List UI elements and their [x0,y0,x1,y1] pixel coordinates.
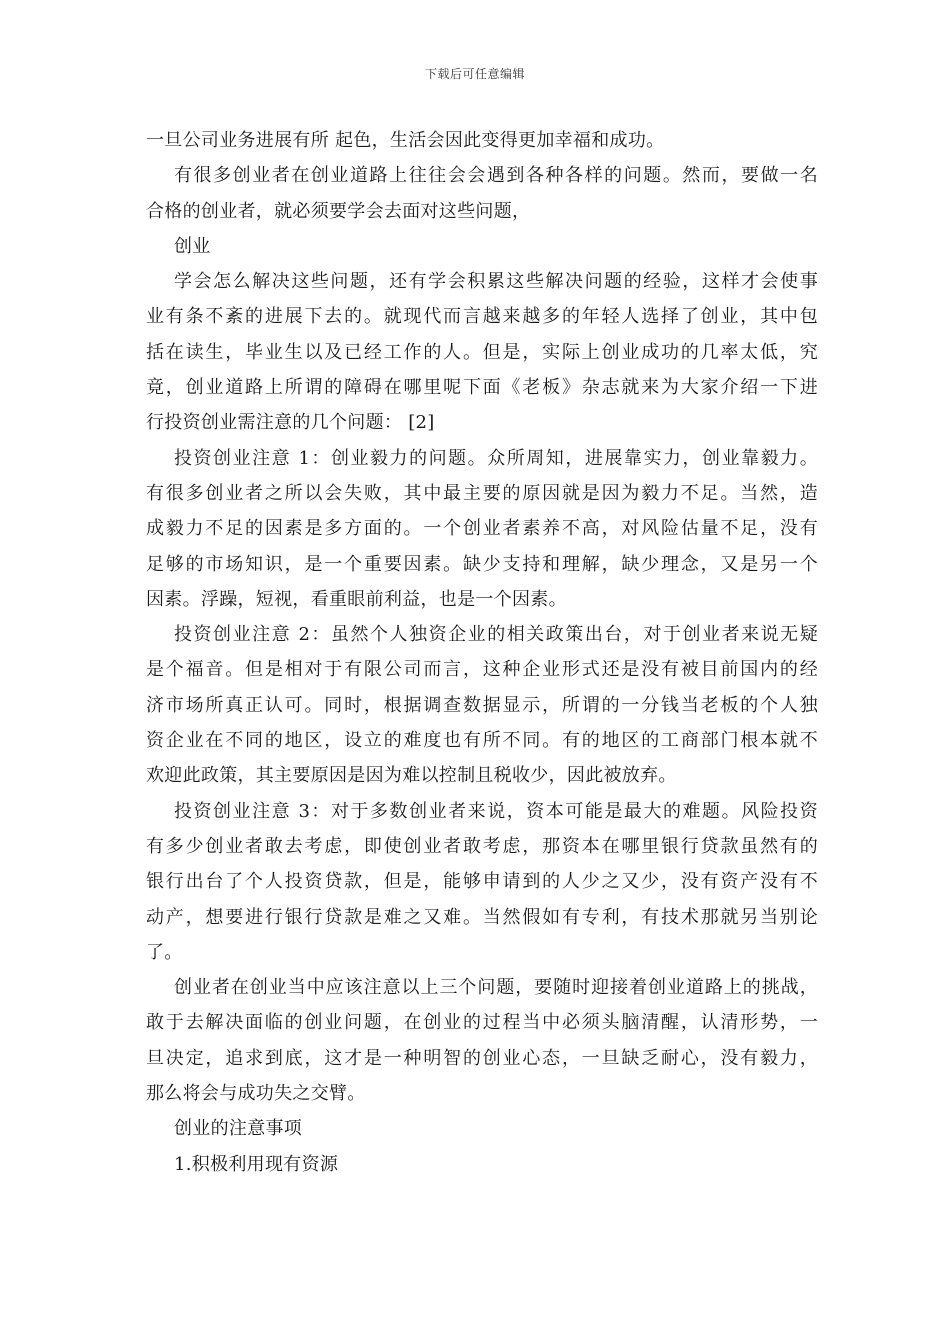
text-line: 旦决定，追求到底，这才是一种明智的创业心态，一旦缺乏耐心，没有毅力， [146,1047,818,1069]
text-line: 1.积极利用现有资源 [174,1153,339,1175]
text-line: 括在读生，毕业生以及已经工作的人。但是，实际上创业成功的几率太低，究 [146,341,818,363]
text-line: 行投资创业需注意的几个问题： [2] [146,412,435,434]
text-line: 创业的注意事项 [174,1118,303,1140]
text-line: 资企业在不同的地区，设立的难度也有所不同。有的地区的工商部门根本就不 [146,730,818,752]
text-line: 有多少创业者敢去考虑，即使创业者敢考虑，那资本在哪里银行贷款虽然有的 [146,835,818,857]
text-line: 济市场所真正认可。同时，根据调查数据显示，所谓的一分钱当老板的个人独 [146,694,818,716]
text-line: 竟，创业道路上所谓的障碍在哪里呢下面《老板》杂志就来为大家介绍一下进 [146,377,818,399]
text-line: 敢于去解决面临的创业问题，在创业的过程当中必须头脑清醒，认清形势，一 [146,1012,818,1034]
document-body [146,123,818,1182]
page-header: 下载后可任意编辑 [424,67,525,81]
text-line: 欢迎此政策，其主要原因是因为难以控制且税收少，因此被放弃。 [146,765,677,787]
text-line: 银行出台了个人投资贷款，但是，能够申请到的人少之又少，没有资产没有不 [146,871,818,893]
text-line: 足够的市场知识，是一个重要因素。缺少支持和理解，缺少理念，又是另一个 [146,553,818,575]
text-line: 投资创业注意 3：对于多数创业者来说，资本可能是最大的难题。风险投资 [174,800,818,822]
text-line: 学会怎么解决这些问题，还有学会积累这些解决问题的经验，这样才会使事 [174,271,818,293]
text-line: 有很多创业者之所以会失败，其中最主要的原因就是因为毅力不足。当然，造 [146,482,818,504]
text-line: 创业者在创业当中应该注意以上三个问题，要随时迎接着创业道路上的挑战， [174,977,818,999]
text-line: 动产，想要进行银行贷款是难之又难。当然假如有专利，有技术那就另当别论 [146,906,818,928]
text-line: 业有条不紊的进展下去的。就现代而言越来越多的年轻人选择了创业，其中包 [146,306,818,328]
text-line: 投资创业注意 2：虽然个人独资企业的相关政策出台，对于创业者来说无疑 [174,624,818,646]
text-line: 合格的创业者，就必须要学会去面对这些问题， [146,200,531,222]
text-line: 有很多创业者在创业道路上往往会会遇到各种各样的问题。然而，要做一名 [174,165,818,187]
text-line: 因素。浮躁，短视，看重眼前利益，也是一个因素。 [146,588,567,610]
text-line: 创业 [174,235,211,257]
text-line: 投资创业注意 1：创业毅力的问题。众所周知，进展靠实力，创业靠毅力。 [174,447,818,469]
text-line: 一旦公司业务进展有所 起色，生活会因此变得更加幸福和成功。 [146,130,665,151]
text-line: 了。 [146,941,183,963]
text-line: 是个福音。但是相对于有限公司而言，这种企业形式还是没有被目前国内的经 [146,659,818,681]
text-line: 那么将会与成功失之交臂。 [146,1083,366,1105]
text-line: 成毅力不足的因素是多方面的。一个创业者素养不高，对风险估量不足，没有 [146,518,818,540]
